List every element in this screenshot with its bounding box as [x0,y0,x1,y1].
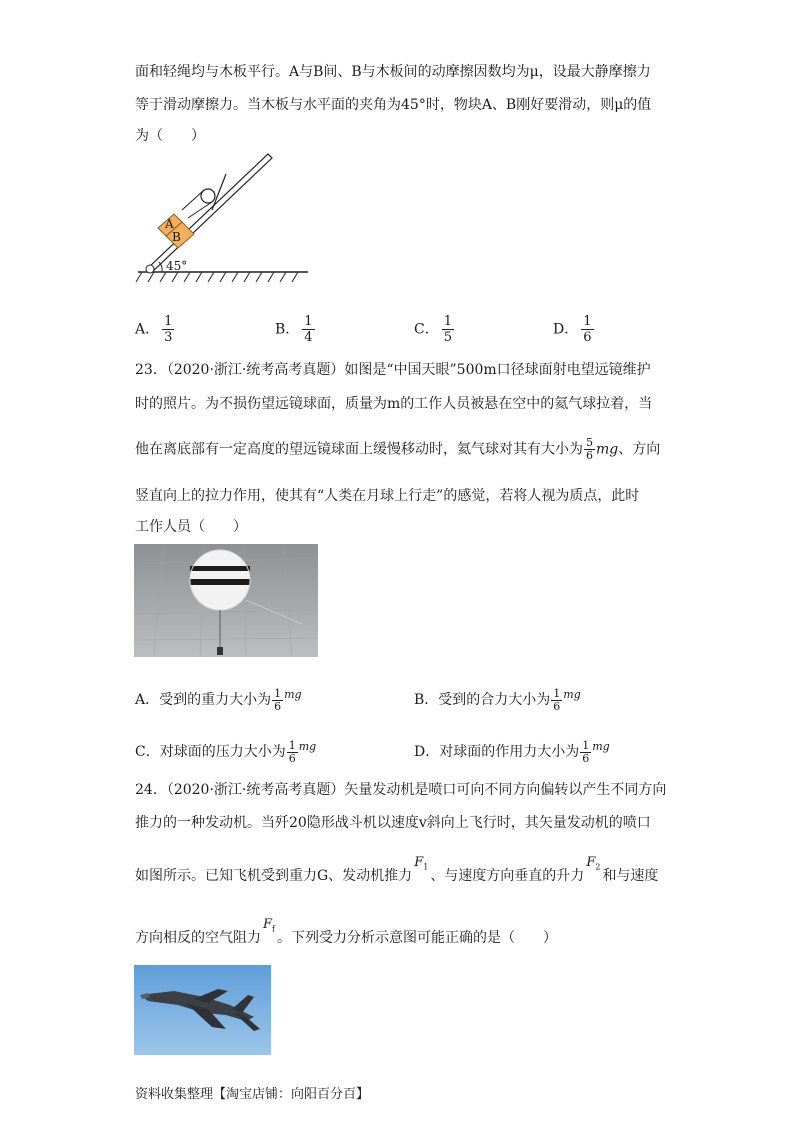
angle-label: 45° [166,259,188,273]
q22-option-b: B． $\frac{1}{4}$ [275,314,313,345]
footer-source: 资料收集整理【淘宝店铺：向阳百分百】 [135,1087,370,1102]
q22-text-line1: 面和轻绳均与木板平行。A与B间、B与木板间的动摩擦因数均为μ，设最大静摩擦力 [135,64,651,80]
q22-option-c: C． $\frac{1}{5}$ [414,314,452,345]
block-b-label: B [172,230,181,244]
q22-text-line2: 等于滑动摩擦力。当木板与水平面的夹角为45°时，物块A、B刚好要滑动，则μ的值 [135,97,652,113]
q23-option-a: A．受到的重力大小为 $\frac{1}{6}$ $^{mg}$ [135,686,302,713]
q23-option-d: D．对球面的作用力大小为 $\frac{1}{6}$ $^{mg}$ [414,738,610,765]
q23-text-line3: 他在离底部有一定高度的望远镜球面上缓慢移动时，氦气球对其有大小为 $\frac{5}{6}$ mg、方向 [135,436,661,462]
incline-figure [130,150,320,285]
q23-text-line5: 工作人员（ ） [135,519,247,535]
q24-text-line3: 如图所示。已知飞机受到重力G、发动机推力$F_1$、与速度方向垂直的升力$F_2$和与速度 [135,855,659,884]
q24-text-line4: 方向相反的空气阻力$F_f$。下列受力分析示意图可能正确的是（ ） [135,917,557,946]
q23-text-line1: 23．（2020·浙江·统考高考真题）如图是“中国天眼”500m口径球面射电望远镜维护 [135,362,651,378]
q23-text-line4: 竖直向上的拉力作用，使其有“人类在月球上行走”的感觉，若将人视为质点，此时 [135,488,640,504]
q22-text-line3: 为（ ） [135,128,205,144]
q22-option-d: D． $\frac{1}{6}$ [553,314,592,345]
q22-option-a: A． $\frac{1}{3}$ [135,314,173,345]
q24-text-line1: 24．（2020·浙江·统考高考真题）矢量发动机是喷口可向不同方向偏转以产生不同方向 [135,782,667,798]
q24-text-line2: 推力的一种发动机。当歼20隐形战斗机以速度v斜向上飞行时，其矢量发动机的喷口 [135,815,651,831]
fighter-jet-photo [134,965,271,1055]
q23-option-c: C．对球面的压力大小为 $\frac{1}{6}$ $^{mg}$ [135,738,317,765]
q23-text-line2: 时的照片。为不损伤望远镜球面，质量为m的工作人员被悬在空中的氦气球拉着，当 [135,396,653,412]
block-a-label: A [165,217,174,231]
balloon-photo [134,544,318,657]
q23-option-b: B．受到的合力大小为 $\frac{1}{6}$ $^{mg}$ [414,686,581,713]
